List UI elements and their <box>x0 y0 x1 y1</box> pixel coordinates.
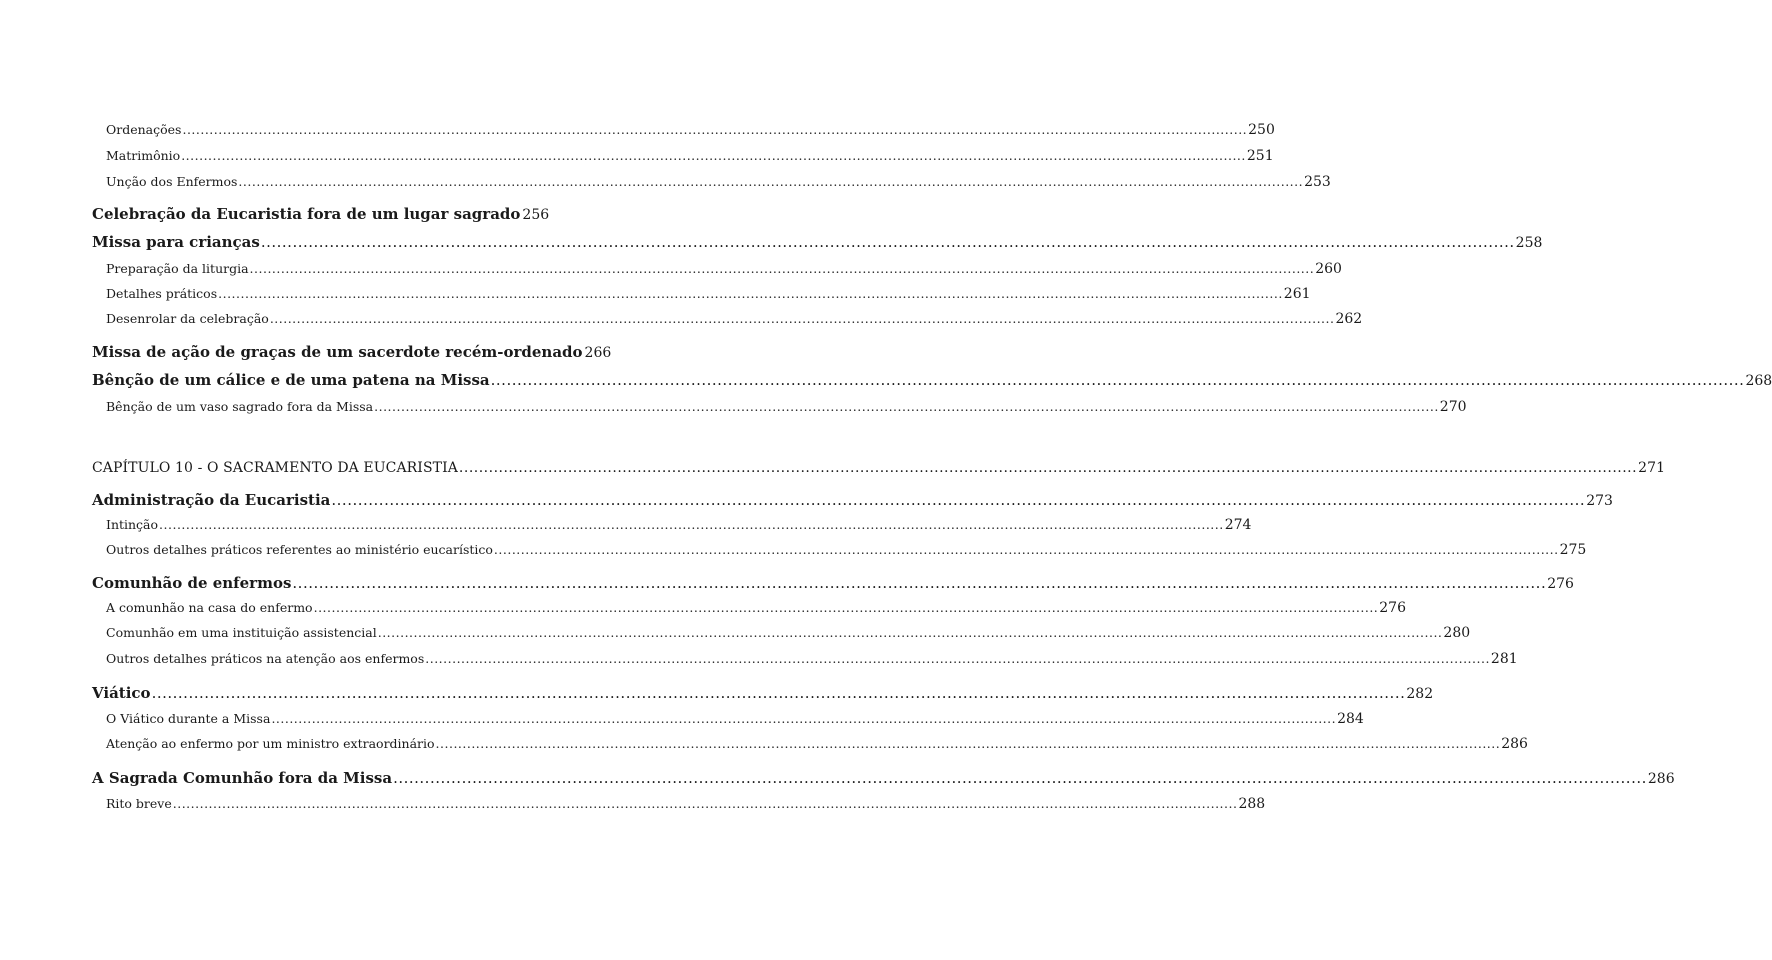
toc-entry[interactable] <box>106 174 1331 190</box>
toc-entry[interactable] <box>92 491 1613 509</box>
leader-dots <box>436 736 1501 751</box>
leader-dots <box>182 122 1247 137</box>
toc-entry[interactable] <box>92 343 612 361</box>
toc-entry-title: Bênção de um vaso sagrado fora da Missa <box>106 399 374 414</box>
toc-entry[interactable] <box>106 122 1275 138</box>
toc-entry-title: Outros detalhes práticos na atenção aos enfermos <box>106 651 425 666</box>
toc-entry-title: O Viático durante a Missa <box>106 711 271 726</box>
leader-dots <box>238 174 1303 189</box>
toc-entry[interactable] <box>92 233 1543 251</box>
toc-entry[interactable] <box>106 286 1311 302</box>
leader-dots <box>218 286 1283 301</box>
toc-entry[interactable] <box>106 736 1528 752</box>
toc-entry-page: 281 <box>1490 651 1518 667</box>
toc-entry-title: Missa de ação de graças de um sacerdote recém-ordenado <box>92 343 583 361</box>
toc-entry-page: 288 <box>1238 796 1266 812</box>
toc-entry-page: 260 <box>1315 261 1342 277</box>
toc-entry-page: 276 <box>1547 576 1574 592</box>
toc-entry-title: Atenção ao enfermo por um ministro extraordinário <box>106 736 435 751</box>
toc-entry[interactable] <box>92 769 1675 787</box>
leader-dots <box>378 625 1443 640</box>
toc-entry-page: 271 <box>1638 460 1666 476</box>
toc-entry-page: 275 <box>1559 542 1587 558</box>
toc-entry-page: 286 <box>1501 736 1528 752</box>
toc-entry-page: 256 <box>522 207 550 223</box>
leader-dots <box>173 796 1238 811</box>
leader-dots <box>292 574 1546 592</box>
leader-dots <box>393 769 1647 787</box>
leader-dots <box>374 399 1439 414</box>
toc-entry-title: CAPÍTULO 10 - O SACRAMENTO DA EUCARISTIA <box>92 460 458 476</box>
leader-dots <box>314 600 1379 615</box>
toc-entry[interactable] <box>106 311 1363 327</box>
toc-entry-page: 262 <box>1335 311 1363 327</box>
toc-entry-title: Comunhão de enfermos <box>92 574 292 592</box>
toc-entry-page: 276 <box>1379 600 1406 616</box>
leader-dots <box>331 491 1585 509</box>
toc-entry[interactable] <box>92 371 1772 389</box>
toc-entry-page: 253 <box>1304 174 1331 190</box>
leader-dots <box>152 684 1406 702</box>
leader-dots <box>270 311 1335 326</box>
toc-entry-page: 282 <box>1406 686 1434 702</box>
toc-entry[interactable] <box>106 711 1364 727</box>
toc-entry[interactable] <box>106 796 1266 812</box>
leader-dots <box>494 542 1559 557</box>
toc-entry-page: 266 <box>584 345 612 361</box>
toc-entry-title: Outros detalhes práticos referentes ao ministério eucarístico <box>106 542 493 557</box>
toc-entry[interactable] <box>106 600 1406 616</box>
toc-entry-title: Desenrolar da celebração <box>106 311 269 326</box>
toc-entry-title: Unção dos Enfermos <box>106 174 238 189</box>
toc-entry-title: Intinção <box>106 517 159 532</box>
toc-entry-title: Rito breve <box>106 796 172 811</box>
toc-entry-page: 250 <box>1248 122 1275 138</box>
toc-entry-page: 286 <box>1647 771 1675 787</box>
toc-entry-page: 273 <box>1586 493 1613 509</box>
toc-entry-page: 270 <box>1439 399 1467 415</box>
toc-entry-title: A comunhão na casa do enfermo <box>106 600 313 615</box>
toc-entry-title: Detalhes práticos <box>106 286 218 301</box>
toc-entry-title: Missa para crianças <box>92 233 260 251</box>
toc-entry-title: Ordenações <box>106 122 182 137</box>
leader-dots <box>261 233 1515 251</box>
toc-entry-title: Comunhão em uma instituição assistencial <box>106 625 377 640</box>
toc-entry[interactable] <box>106 517 1252 533</box>
toc-entry[interactable] <box>106 399 1467 415</box>
leader-dots <box>491 371 1745 389</box>
leader-dots <box>425 651 1490 666</box>
leader-dots <box>271 711 1336 726</box>
toc-entry-title: Matrimônio <box>106 148 181 163</box>
toc-entry-title: Viático <box>92 684 151 702</box>
toc-entry-title: Celebração da Eucaristia fora de um lugar sagrado <box>92 205 521 223</box>
toc-entry-page: 268 <box>1745 373 1772 389</box>
toc-entry[interactable] <box>92 684 1434 702</box>
toc-entry-title: A Sagrada Comunhão fora da Missa <box>92 769 393 787</box>
toc-entry[interactable] <box>92 205 550 223</box>
leader-dots <box>181 148 1246 163</box>
toc-entry[interactable] <box>106 542 1587 558</box>
toc-entry-title: Preparação da liturgia <box>106 261 249 276</box>
toc-entry-title: Administração da Eucaristia <box>92 491 331 509</box>
leader-dots <box>250 261 1315 276</box>
toc-entry[interactable] <box>106 625 1471 641</box>
toc-entry-page: 284 <box>1337 711 1364 727</box>
toc-entry-page: 258 <box>1515 235 1543 251</box>
leader-dots <box>459 460 1637 476</box>
toc-entry-title: Bênção de um cálice e de uma patena na Missa <box>92 371 490 389</box>
toc-entry-page: 251 <box>1246 148 1274 164</box>
toc-entry[interactable] <box>92 574 1574 592</box>
leader-dots <box>159 517 1224 532</box>
toc-entry[interactable] <box>106 148 1274 164</box>
toc-entry[interactable] <box>106 261 1342 277</box>
toc-entry-page: 274 <box>1224 517 1252 533</box>
toc-chapter-heading[interactable] <box>92 460 1666 476</box>
toc-entry-page: 280 <box>1443 625 1471 641</box>
toc-entry[interactable] <box>106 651 1518 667</box>
toc-entry-page: 261 <box>1283 286 1311 302</box>
